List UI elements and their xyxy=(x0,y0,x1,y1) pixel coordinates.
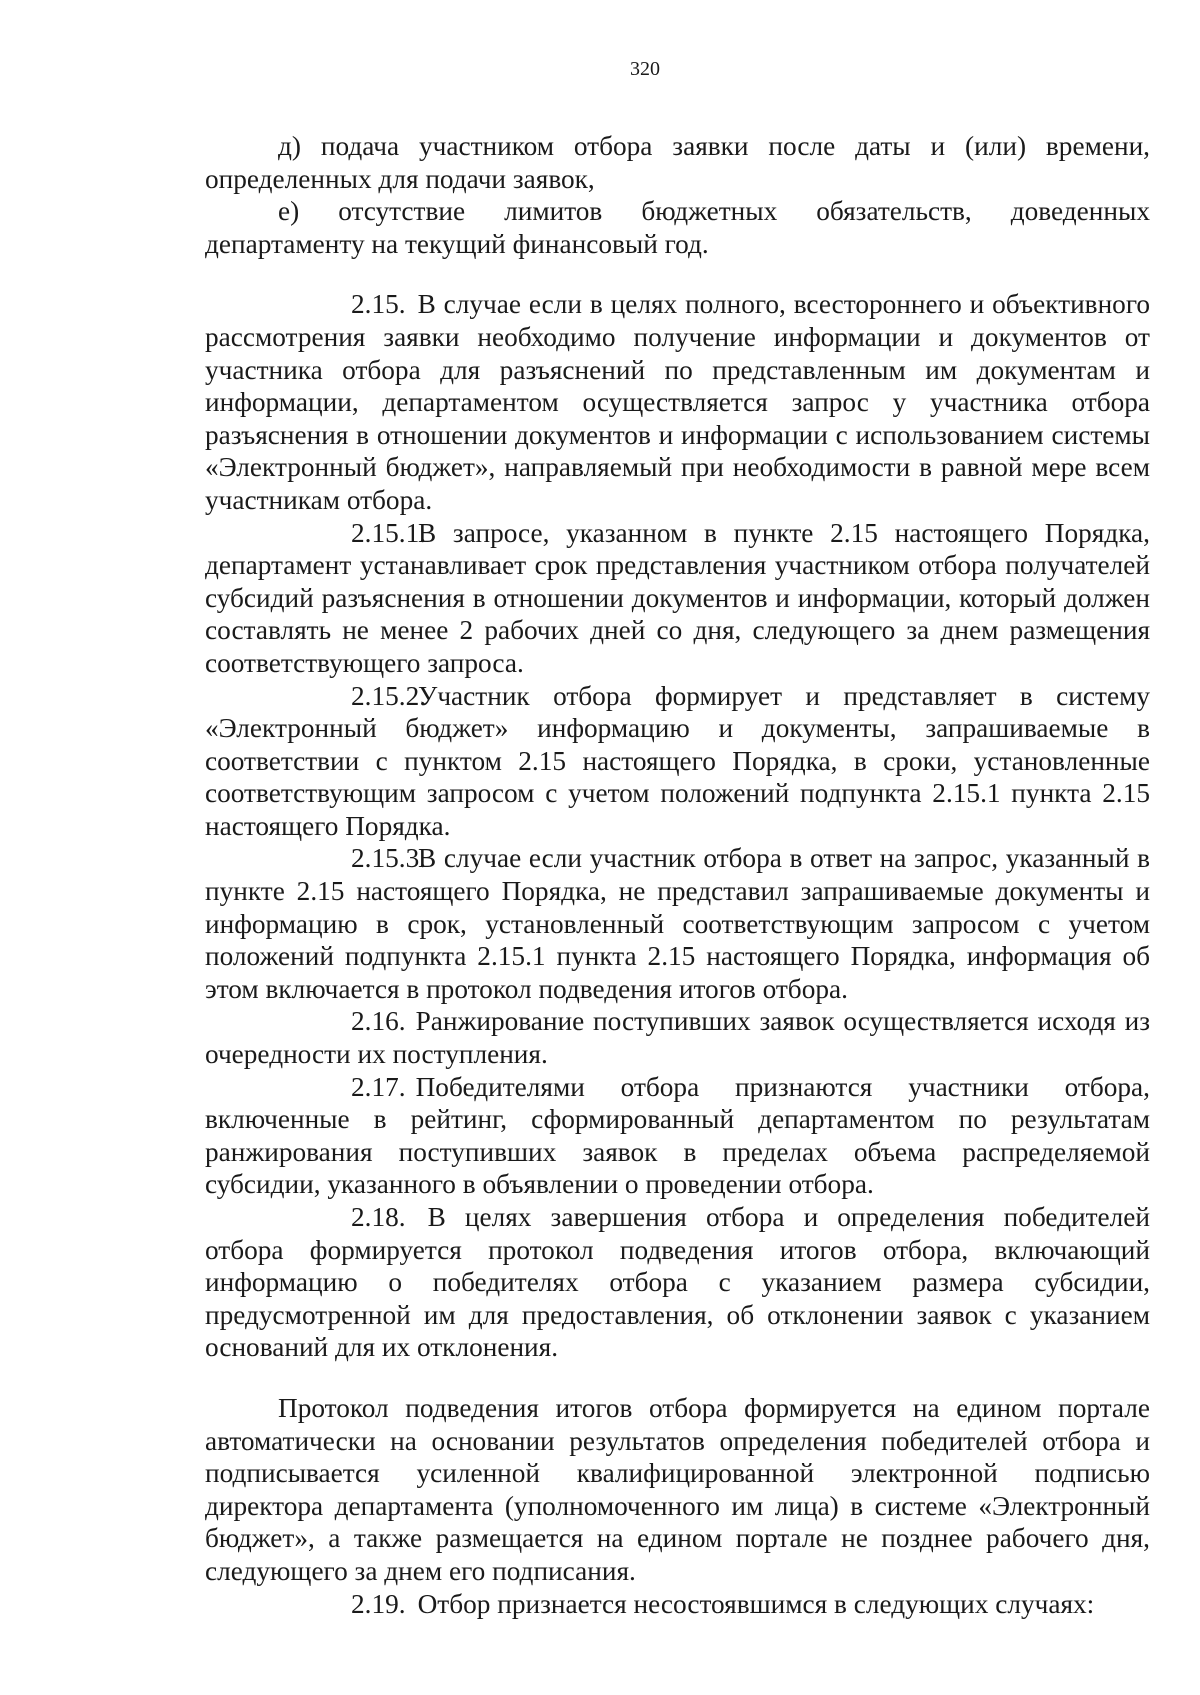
paragraph-number: 2.15.1. xyxy=(351,517,427,548)
paragraph-text: В случае если в целях полного, всестороннего и объективного рассмотрения заявки необходимо получение информации и документов от участника отбора для разъяснений по представленным им документам и информации, департаментом осуществляется запрос у участника отбора разъяснения в отношении документов и информации с использованием системы «Электронный бюджет», направляемый при необходимости в равной мере всем участникам отбора. xyxy=(205,289,1150,515)
paragraph-2-15 xyxy=(205,288,1150,516)
paragraph-2-19 xyxy=(205,1588,1150,1621)
paragraph-text: Протокол подведения итогов отбора формируется на едином портале автоматически на основании результатов определения победителей отбора и подписывается усиленной квалифицированной электронной подписью директора департамента (уполномоченного им лица) в системе «Электронный бюджет», а также размещается на едином портале не позднее рабочего дня, следующего за днем его подписания. xyxy=(205,1392,1150,1586)
paragraph-2-18 xyxy=(205,1201,1150,1364)
paragraph-number: 2.17. xyxy=(351,1071,406,1102)
paragraph-number: 2.15.3. xyxy=(351,843,427,874)
paragraph-text: В целях завершения отбора и определения победителей отбора формируется протокол подведения итогов отбора, включающий информацию о победителях отбора с указанием размера субсидии, предусмотренной им для предоставления, об отклонении заявок с указанием оснований для их отклонения. xyxy=(205,1202,1150,1363)
paragraph-item-d xyxy=(205,130,1150,195)
paragraph-number: 2.15. xyxy=(351,289,406,320)
paragraph-protocol xyxy=(205,1392,1150,1588)
paragraph-text: В запросе, указанном в пункте 2.15 настоящего Порядка, департамент устанавливает срок представления участником отбора получателей субсидий разъяснения в отношении документов и информации, который должен составлять не менее 2 рабочих дней со дня, следующего за днем размещения соответствующего запроса. xyxy=(205,517,1150,678)
paragraph-text: Победителями отбора признаются участники отбора, включенные в рейтинг, сформированный департаментом по результатам ранжирования поступивших заявок в пределах объема распределяемой субсидии, указанного в объявлении о проведении отбора. xyxy=(205,1071,1150,1200)
paragraph-number: 2.15.2. xyxy=(351,680,427,711)
paragraph-2-15-2 xyxy=(205,680,1150,843)
paragraph-2-16 xyxy=(205,1005,1150,1070)
document-body xyxy=(205,130,1150,1620)
page-number: 320 xyxy=(630,58,660,80)
paragraph-item-e xyxy=(205,195,1150,260)
paragraph-text: д) подача участником отбора заявки после даты и (или) времени, определенных для подачи заявок, xyxy=(205,131,1150,194)
paragraph-text: Ранжирование поступивших заявок осуществляется исходя из очередности их поступления. xyxy=(205,1006,1150,1070)
paragraph-text: Участник отбора формирует и представляет в систему «Электронный бюджет» информацию и документы, запрашиваемые в соответствии с пунктом 2.15 настоящего Порядка, в сроки, установленные соответствующим запросом с учетом положений подпункта 2.15.1 пункта 2.15 настоящего Порядка. xyxy=(205,680,1150,841)
paragraph-number: 2.19. xyxy=(351,1588,406,1619)
paragraph-2-15-3 xyxy=(205,842,1150,1005)
paragraph-2-17 xyxy=(205,1071,1150,1201)
paragraph-text: е) отсутствие лимитов бюджетных обязательств, доведенных департаменту на текущий финансовый год. xyxy=(205,196,1150,259)
paragraph-number: 2.16. xyxy=(351,1006,406,1037)
paragraph-text: В случае если участник отбора в ответ на запрос, указанный в пункте 2.15 настоящего Порядка, не представил запрашиваемые документы и информацию в срок, установленный соответствующим запросом с учетом положений подпункта 2.15.1 пункта 2.15 настоящего Порядка, информация об этом включается в протокол подведения итогов отбора. xyxy=(205,843,1150,1004)
paragraph-number: 2.18. xyxy=(351,1202,406,1232)
paragraph-2-15-1 xyxy=(205,517,1150,680)
paragraph-text: Отбор признается несостоявшимся в следующих случаях: xyxy=(417,1588,1095,1619)
